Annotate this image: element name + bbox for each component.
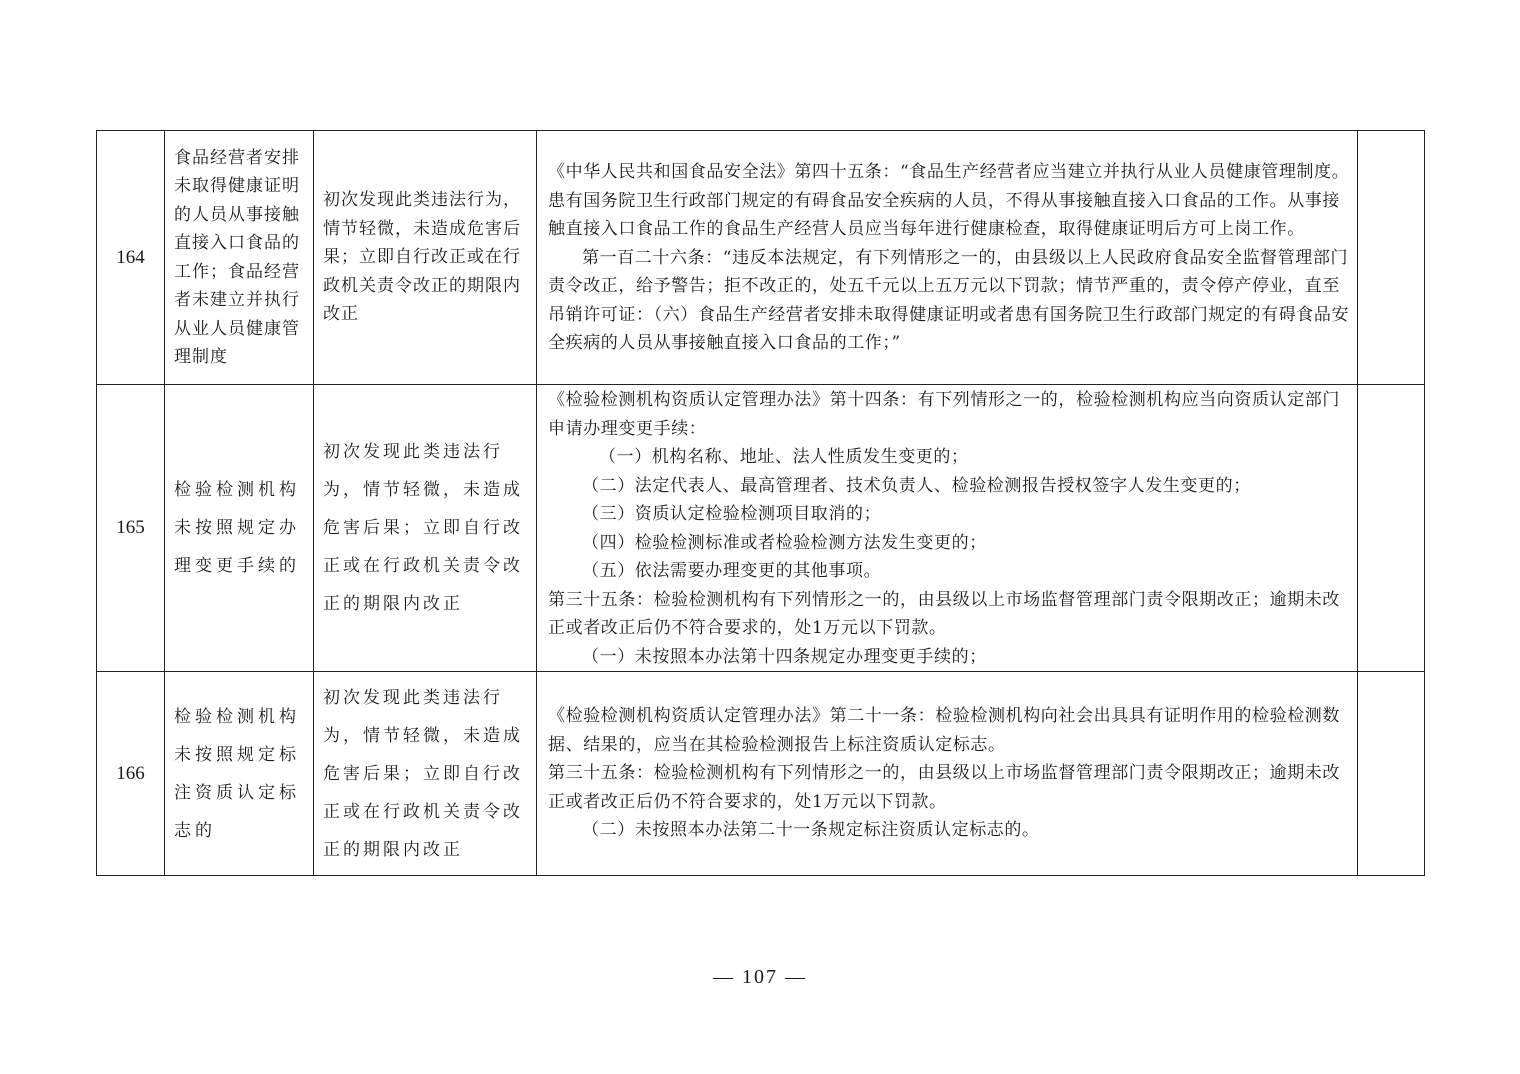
regulation-table bbox=[96, 130, 1425, 876]
legal-basis-paragraph: （四）检验检测标准或者检验检测方法发生变更的； bbox=[582, 532, 987, 553]
legal-basis-paragraph: （二）未按照本办法第二十一条规定标注资质认定标志的。 bbox=[582, 820, 1040, 841]
legal-basis-text bbox=[537, 385, 1357, 671]
legal-basis-cell bbox=[537, 672, 1358, 876]
legal-basis-cell bbox=[537, 385, 1358, 672]
violation-cell bbox=[165, 385, 314, 672]
legal-basis-paragraph: （一）未按照本办法第十四条规定办理变更手续的； bbox=[582, 646, 987, 667]
remark-cell bbox=[1358, 131, 1425, 385]
violation-text: 检验检测机构未按照规定标注资质认定标志的 bbox=[174, 706, 300, 841]
violation-text: 检验检测机构未按照规定办理变更手续的 bbox=[174, 480, 300, 576]
legal-basis-paragraph: 第三十五条：检验检测机构有下列情形之一的，由县级以上市场监督管理部门责令限期改正；逾期未改正或者改正后仍不符合要求的，处1万元以下罚款。 bbox=[548, 763, 1340, 812]
legal-basis-cell bbox=[537, 131, 1358, 385]
violation-cell bbox=[165, 672, 314, 876]
legal-basis-paragraph: （一）机构名称、地址、法人性质发生变更的； bbox=[599, 447, 969, 467]
condition-cell bbox=[314, 385, 537, 672]
remark-cell bbox=[1358, 672, 1425, 876]
remark-cell bbox=[1358, 385, 1425, 672]
table-row bbox=[97, 131, 1425, 385]
page-number: — 107 — bbox=[713, 966, 807, 988]
legal-basis-paragraph: （二）法定代表人、最高管理者、技术负责人、检验检测报告授权签字人发生变更的； bbox=[582, 475, 1251, 496]
legal-basis-paragraph: （五）依法需要办理变更的其他事项。 bbox=[582, 561, 882, 581]
condition-text: 初次发现此类违法行为，情节轻微，未造成危害后果；立即自行改正或在行政机关责令改正的期限内改正 bbox=[323, 687, 523, 860]
table-row bbox=[97, 672, 1425, 876]
legal-basis-text bbox=[537, 702, 1357, 845]
legal-basis-text bbox=[537, 157, 1357, 358]
legal-basis-paragraph: 《检验检测机构资质认定管理办法》第十四条：有下列情形之一的，检验检测机构应当向资质认定部门申请办理变更手续： bbox=[548, 390, 1340, 439]
condition-cell bbox=[314, 672, 537, 876]
condition-text: 初次发现此类违法行为，情节轻微，未造成危害后果；立即自行改正或在行政机关责令改正的期限内改正 bbox=[323, 442, 523, 614]
row-number: 166 bbox=[97, 672, 165, 876]
legal-basis-paragraph: 第三十五条：检验检测机构有下列情形之一的，由县级以上市场监督管理部门责令限期改正；逾期未改正或者改正后仍不符合要求的，处1万元以下罚款。 bbox=[548, 589, 1340, 638]
condition-text: 初次发现此类违法行为，情节轻微，未造成危害后果；立即自行改正或在行政机关责令改正的期限内改正 bbox=[323, 190, 521, 325]
legal-basis-paragraph: 第一百二十六条：“违反本法规定，有下列情形之一的，由县级以上人民政府食品安全监督管理部门责令改正，给予警告；拒不改正的，处五千元以上五万元以下罚款；情节严重的，责令停产停业，直至吊销许可证：（六）食品生产经营者安排未取得健康证明或者患有国务院卫生行政部门规定的有碍食品安全疾病的人员从事接触直接入口食品的工作；” bbox=[548, 247, 1350, 354]
violation-cell bbox=[165, 131, 314, 385]
legal-basis-paragraph: 《检验检测机构资质认定管理办法》第二十一条：检验检测机构向社会出具具有证明作用的检验检测数据、结果的，应当在其检验检测报告上标注资质认定标志。 bbox=[548, 706, 1340, 755]
table-row bbox=[97, 385, 1425, 672]
row-number: 165 bbox=[97, 385, 165, 672]
violation-text: 食品经营者安排未取得健康证明的人员从事接触直接入口食品的工作；食品经营者未建立并执行从业人员健康管理制度 bbox=[174, 147, 300, 367]
legal-basis-paragraph: （三）资质认定检验检测项目取消的； bbox=[582, 504, 882, 524]
row-number: 164 bbox=[97, 131, 165, 385]
condition-cell bbox=[314, 131, 537, 385]
legal-basis-paragraph: 《中华人民共和国食品安全法》第四十五条：“食品生产经营者应当建立并执行从业人员健康管理制度。患有国务院卫生行政部门规定的有碍食品安全疾病的人员，不得从事接触直接入口食品的工作。从事接触直接入口食品工作的食品生产经营人员应当每年进行健康检查，取得健康证明后方可上岗工作。 bbox=[548, 162, 1350, 240]
